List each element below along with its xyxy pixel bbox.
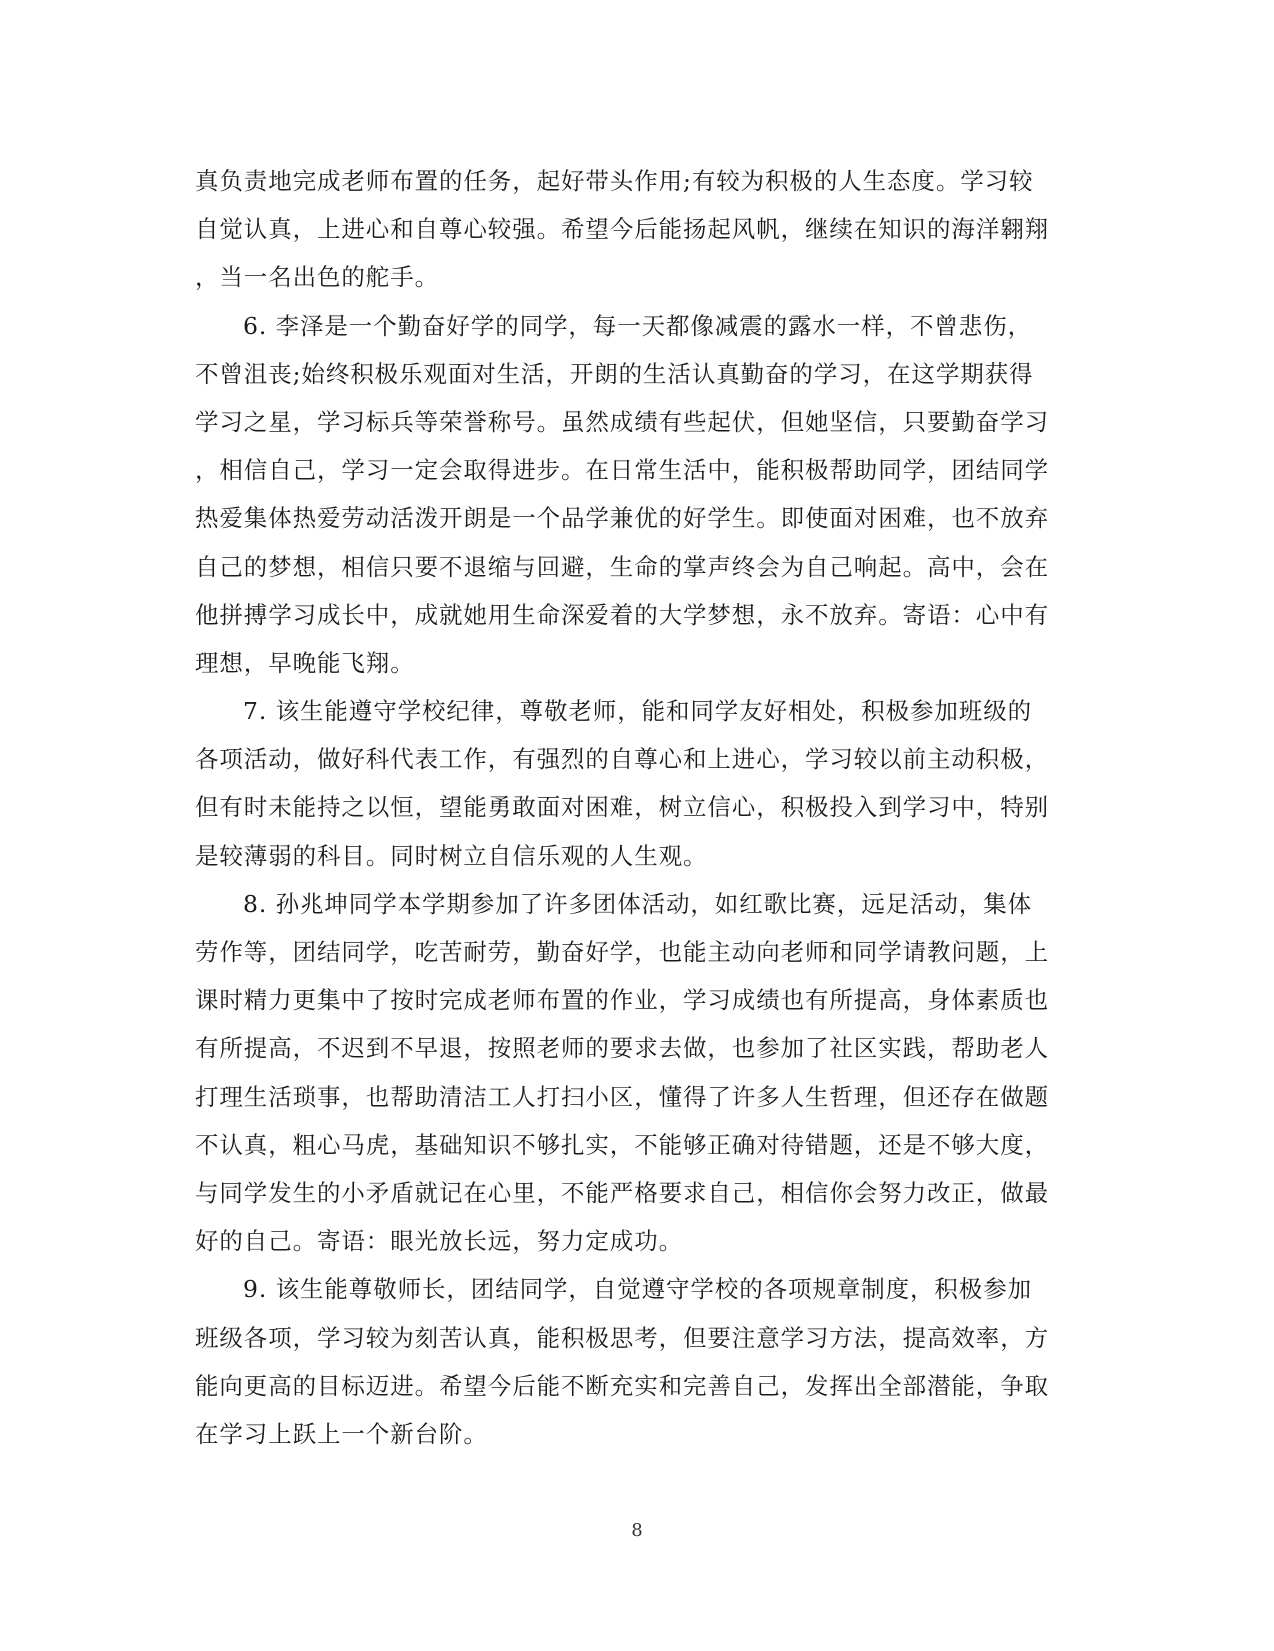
text-line: 他拼搏学习成长中，成就她用生命深爱着的大学梦想，永不放弃。寄语：心中有 [195, 600, 1049, 629]
text-line: 真负责地完成老师布置的任务，起好带头作用;有较为积极的人生态度。学习较 [195, 167, 1034, 195]
text-line: 课时精力更集中了按时完成老师布置的作业，学习成绩也有所提高，身体素质也 [195, 986, 1049, 1015]
text-line: 学习之星，学习标兵等荣誉称号。虽然成绩有些起伏，但她坚信，只要勤奋学习 [195, 407, 1049, 436]
text-line: 理想，早晚能飞翔。 [195, 648, 415, 677]
text-line: 打理生活琐事，也帮助清洁工人打扫小区，懂得了许多人生哲理，但还存在做题 [195, 1082, 1049, 1111]
text-line-item-9: 9. 该生能尊敬师长，团结同学，自觉遵守学校的各项规章制度，积极参加 [243, 1275, 1032, 1304]
text-line: 与同学发生的小矛盾就记在心里，不能严格要求自己，相信你会努力改正，做最 [195, 1178, 1049, 1207]
text-line: 但有时未能持之以恒，望能勇敢面对困难，树立信心，积极投入到学习中，特别 [195, 793, 1049, 822]
text-line: ，当一名出色的舵手。 [195, 263, 439, 292]
text-line: 自己的梦想，相信只要不退缩与回避，生命的掌声终会为自己响起。高中，会在 [195, 552, 1049, 581]
text-line-item-8: 8. 孙兆坤同学本学期参加了许多团体活动，如红歌比赛，远足活动，集体 [243, 889, 1032, 918]
body-text [195, 157, 1075, 1458]
page-number: 8 [631, 1520, 643, 1541]
text-line: 热爱集体热爱劳动活泼开朗是一个品学兼优的好学生。即使面对困难，也不放弃 [195, 504, 1049, 533]
text-line: 班级各项，学习较为刻苦认真，能积极思考，但要注意学习方法，提高效率，方 [195, 1323, 1049, 1352]
text-line: 在学习上跃上一个新台阶。 [195, 1419, 488, 1448]
text-line-item-6: 6. 李泽是一个勤奋好学的同学，每一天都像减震的露水一样，不曾悲伤， [243, 311, 1032, 340]
text-line: 不认真，粗心马虎，基础知识不够扎实，不能够正确对待错题，还是不够大度， [195, 1130, 1049, 1159]
text-line: 不曾沮丧;始终积极乐观面对生活，开朗的生活认真勤奋的学习，在这学期获得 [195, 359, 1034, 388]
text-line: 劳作等，团结同学，吃苦耐劳，勤奋好学，也能主动向老师和同学请教问题，上 [195, 938, 1049, 966]
text-line: 能向更高的目标迈进。希望今后能不断充实和完善自己，发挥出全部潜能，争取 [195, 1371, 1049, 1400]
text-line: 自觉认真，上进心和自尊心较强。希望今后能扬起风帆，继续在知识的海洋翱翔 [195, 215, 1049, 244]
text-line: 是较薄弱的科目。同时树立自信乐观的人生观。 [195, 841, 708, 870]
text-line: ，相信自己，学习一定会取得进步。在日常生活中，能积极帮助同学，团结同学 [195, 456, 1049, 485]
text-line: 好的自己。寄语：眼光放长远，努力定成功。 [195, 1227, 683, 1256]
text-line: 各项活动，做好科代表工作，有强烈的自尊心和上进心，学习较以前主动积极， [195, 745, 1049, 774]
text-line-item-7: 7. 该生能遵守学校纪律，尊敬老师，能和同学友好相处，积极参加班级的 [243, 697, 1032, 726]
text-line: 有所提高，不迟到不早退，按照老师的要求去做，也参加了社区实践，帮助老人 [195, 1034, 1049, 1063]
